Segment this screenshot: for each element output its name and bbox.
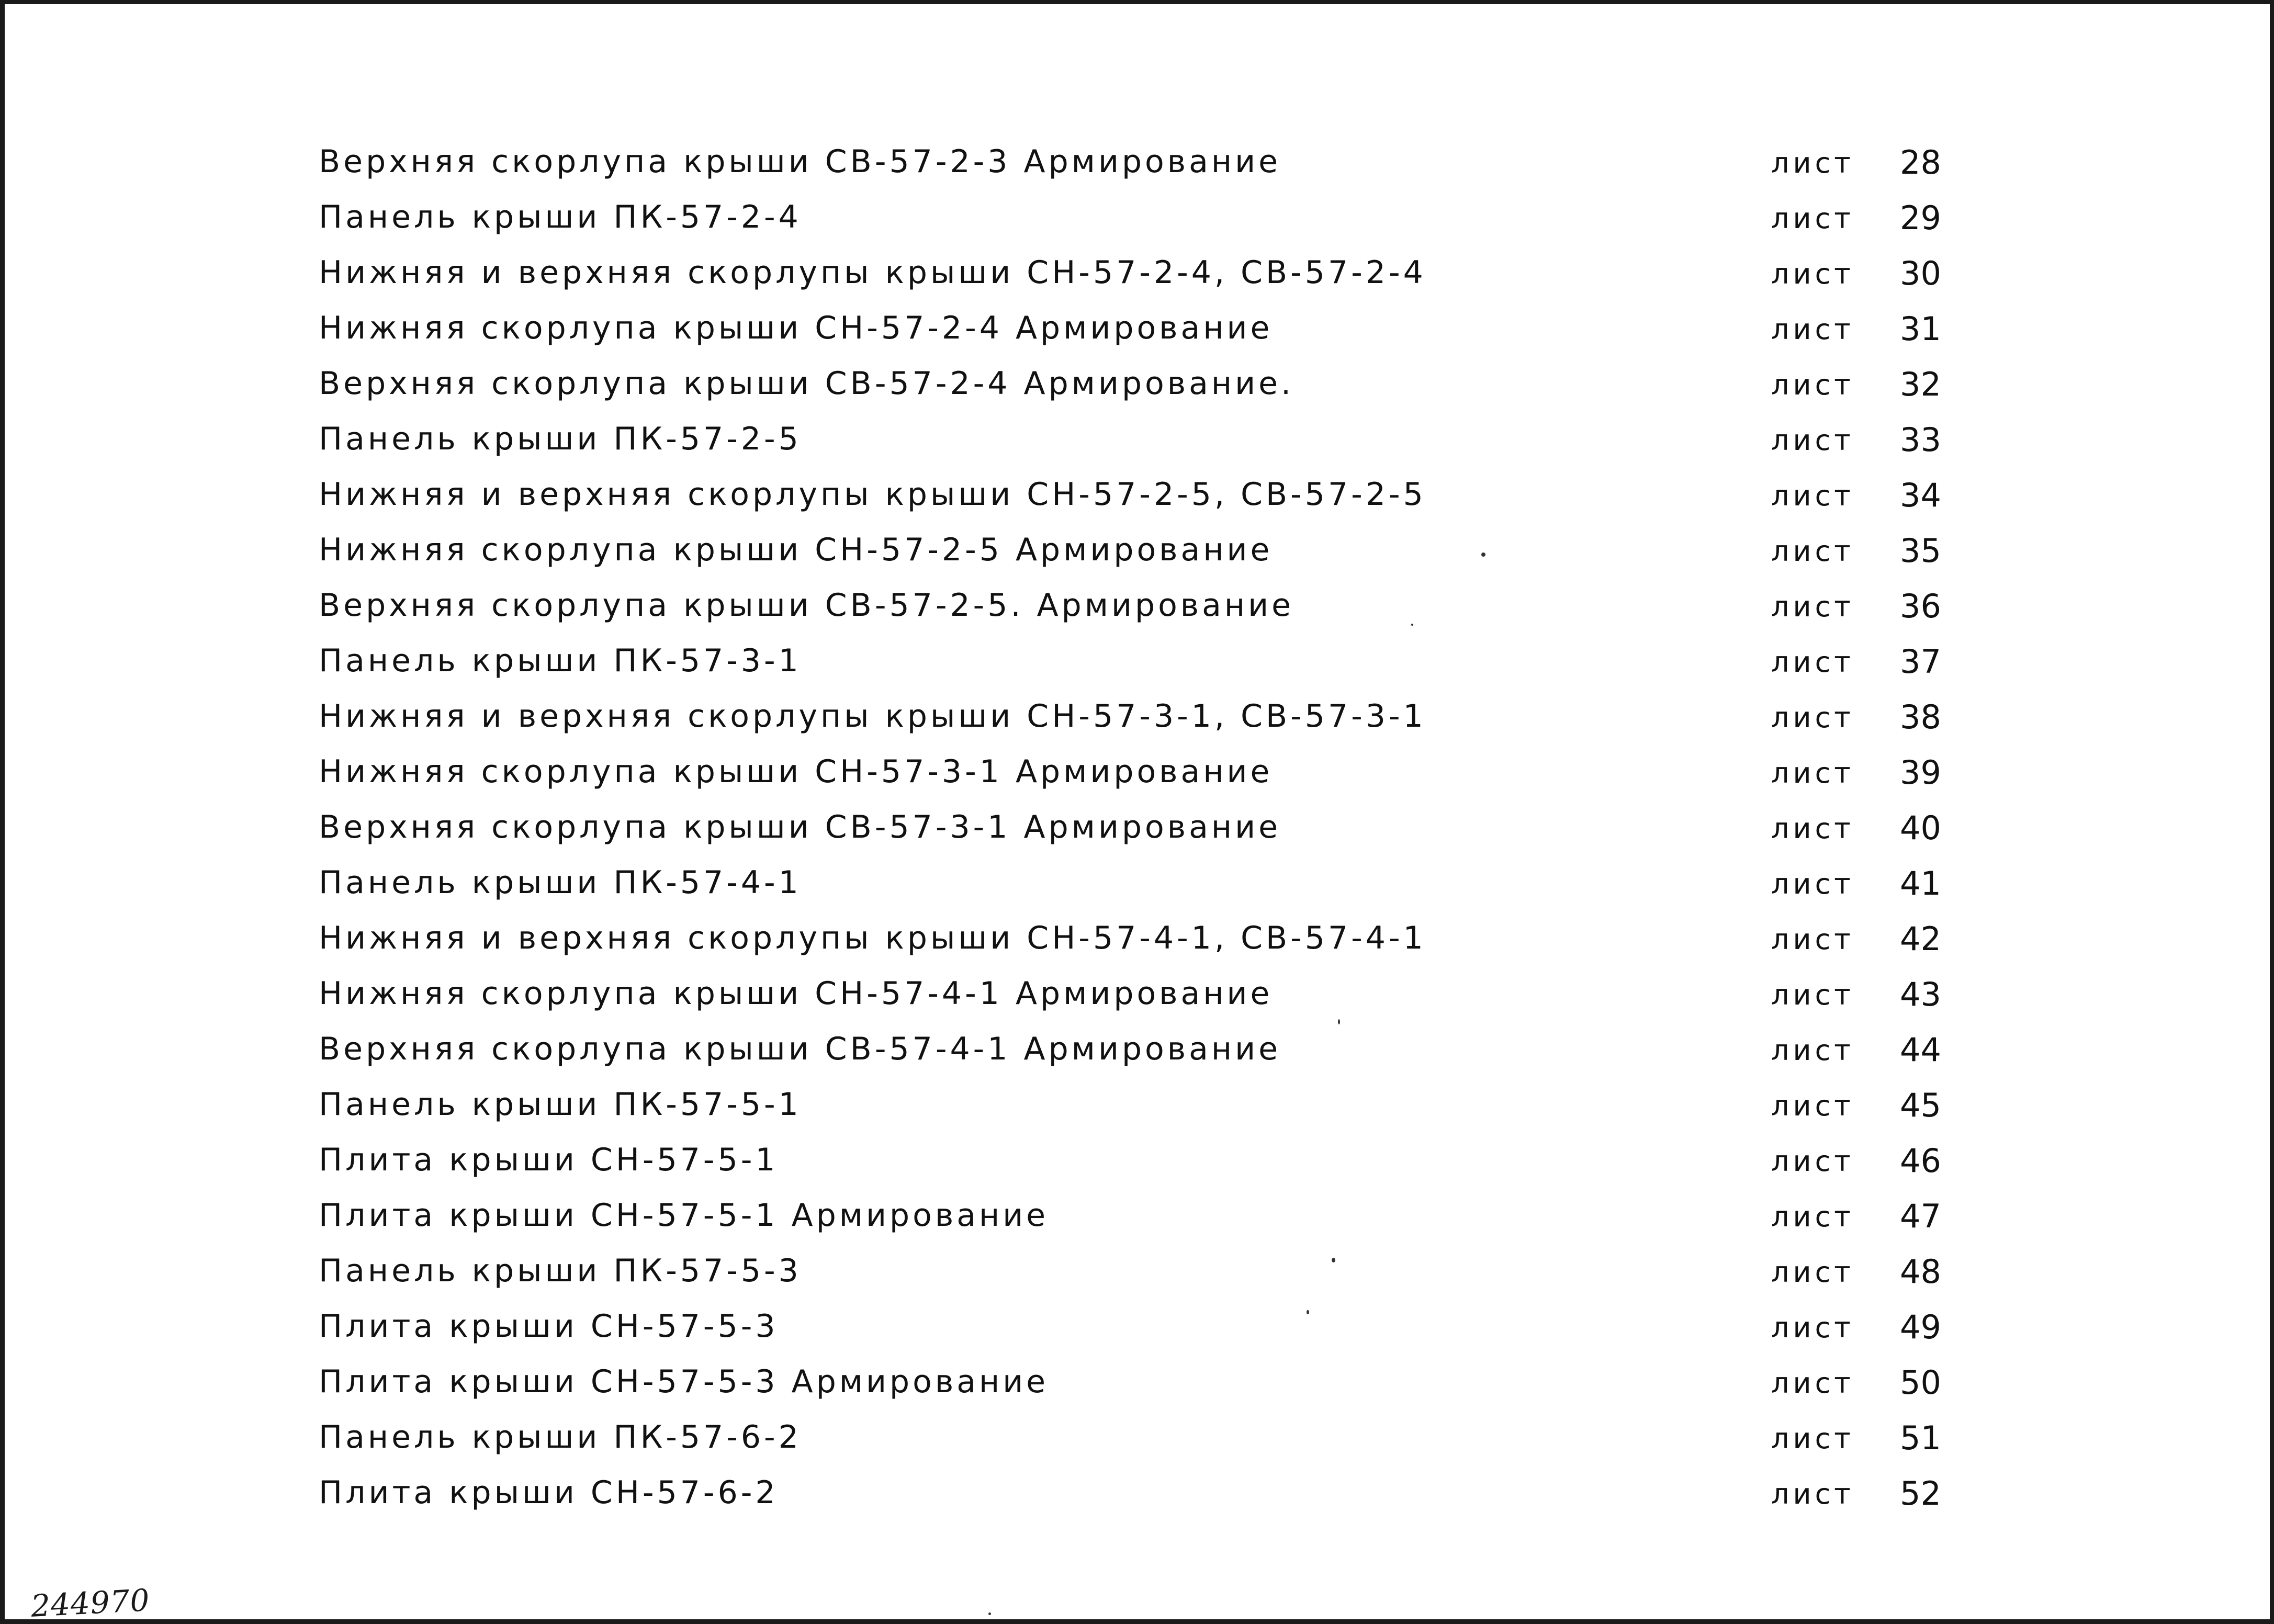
entry-title: Нижняя скорлупа крыши СН-57-2-5 Армирование	[319, 532, 1273, 568]
entry-title: Нижняя скорлупа крыши СН-57-3-1 Армирование	[319, 753, 1273, 790]
sheet-number: 36	[1900, 587, 1941, 625]
contents-list	[319, 136, 1972, 1522]
sheet-label: лист	[1771, 257, 1854, 290]
list-item	[319, 1245, 1972, 1301]
list-item	[319, 1301, 1972, 1356]
list-item	[319, 1190, 1972, 1245]
entry-title: Нижняя скорлупа крыши СН-57-4-1 Армирование	[319, 975, 1273, 1012]
list-item	[319, 691, 1972, 746]
list-item	[319, 802, 1972, 857]
sheet-label: лист	[1771, 867, 1854, 900]
sheet-label: лист	[1771, 535, 1854, 568]
sheet-label: лист	[1771, 1422, 1854, 1455]
entry-title: Нижняя и верхняя скорлупы крыши СН-57-2-5, СВ-57-2-5	[319, 476, 1426, 513]
sheet-number: 44	[1900, 1031, 1941, 1069]
list-item	[319, 1023, 1972, 1079]
list-item	[319, 746, 1972, 802]
sheet-number: 32	[1900, 365, 1941, 403]
sheet-number: 35	[1900, 532, 1941, 570]
entry-title: Плита крыши СН-57-5-3 Армирование	[319, 1363, 1049, 1400]
sheet-label: лист	[1771, 701, 1854, 734]
list-item	[319, 302, 1972, 358]
entry-title: Верхняя скорлупа крыши СВ-57-2-3 Армирование	[319, 143, 1281, 180]
sheet-label: лист	[1771, 923, 1854, 956]
sheet-label: лист	[1771, 424, 1854, 457]
archive-number: 244970	[30, 1582, 151, 1624]
entry-title: Нижняя скорлупа крыши СН-57-2-4 Армирование	[319, 310, 1273, 346]
sheet-number: 46	[1900, 1142, 1941, 1180]
sheet-label: лист	[1771, 757, 1854, 790]
sheet-label: лист	[1771, 812, 1854, 845]
sheet-number: 49	[1900, 1308, 1941, 1346]
sheet-number: 51	[1900, 1419, 1941, 1457]
sheet-number: 48	[1900, 1253, 1941, 1291]
list-item	[319, 635, 1972, 691]
sheet-number: 38	[1900, 698, 1941, 736]
entry-title: Нижняя и верхняя скорлупы крыши СН-57-3-1, СВ-57-3-1	[319, 698, 1426, 735]
sheet-label: лист	[1771, 1034, 1854, 1067]
list-item	[319, 413, 1972, 469]
sheet-label: лист	[1771, 146, 1854, 179]
sheet-number: 40	[1900, 809, 1941, 847]
sheet-number: 41	[1900, 864, 1941, 903]
scan-speck	[1332, 1258, 1335, 1262]
entry-title: Верхняя скорлупа крыши СВ-57-2-4 Армирование.	[319, 365, 1294, 402]
entry-title: Плита крыши СН-57-5-3	[319, 1308, 779, 1345]
sheet-label: лист	[1771, 646, 1854, 679]
entry-title: Плита крыши СН-57-5-1	[319, 1142, 779, 1178]
sheet-label: лист	[1771, 978, 1854, 1011]
sheet-label: лист	[1771, 479, 1854, 512]
entry-title: Панель крыши ПК-57-2-4	[319, 199, 802, 235]
entry-title: Нижняя и верхняя скорлупы крыши СН-57-2-4, СВ-57-2-4	[319, 254, 1426, 291]
entry-title: Панель крыши ПК-57-3-1	[319, 642, 802, 679]
scan-speck	[1307, 1310, 1309, 1314]
entry-title: Панель крыши ПК-57-6-2	[319, 1419, 802, 1456]
list-item	[319, 247, 1972, 302]
list-item	[319, 136, 1972, 191]
sheet-number: 45	[1900, 1086, 1941, 1124]
sheet-number: 28	[1900, 143, 1941, 182]
scan-speck	[1338, 1019, 1340, 1024]
sheet-number: 29	[1900, 199, 1941, 237]
list-item	[319, 191, 1972, 247]
list-item	[319, 1079, 1972, 1134]
entry-title: Верхняя скорлупа крыши СВ-57-2-5. Армирование	[319, 587, 1294, 624]
sheet-number: 30	[1900, 254, 1941, 292]
sheet-number: 52	[1900, 1474, 1941, 1513]
list-item	[319, 1134, 1972, 1190]
entry-title: Верхняя скорлупа крыши СВ-57-4-1 Армирование	[319, 1031, 1281, 1067]
list-item	[319, 1467, 1972, 1522]
list-item	[319, 968, 1972, 1023]
sheet-label: лист	[1771, 1478, 1854, 1510]
scan-speck	[1411, 624, 1413, 626]
list-item	[319, 1356, 1972, 1412]
list-item	[319, 469, 1972, 524]
entry-title: Панель крыши ПК-57-2-5	[319, 421, 802, 457]
sheet-label: лист	[1771, 1367, 1854, 1400]
scan-speck	[988, 1612, 991, 1615]
sheet-number: 43	[1900, 975, 1941, 1013]
sheet-number: 47	[1900, 1197, 1941, 1235]
list-item	[319, 358, 1972, 413]
sheet-label: лист	[1771, 590, 1854, 623]
sheet-label: лист	[1771, 1311, 1854, 1344]
list-item	[319, 912, 1972, 968]
sheet-number: 31	[1900, 310, 1941, 348]
sheet-label: лист	[1771, 313, 1854, 346]
sheet-label: лист	[1771, 1200, 1854, 1233]
sheet-label: лист	[1771, 1089, 1854, 1122]
sheet-label: лист	[1771, 202, 1854, 235]
entry-title: Панель крыши ПК-57-4-1	[319, 864, 802, 901]
sheet-number: 34	[1900, 476, 1941, 514]
list-item	[319, 524, 1972, 580]
list-item	[319, 580, 1972, 635]
sheet-number: 42	[1900, 920, 1941, 958]
entry-title: Панель крыши ПК-57-5-1	[319, 1086, 802, 1123]
sheet-number: 50	[1900, 1363, 1941, 1402]
sheet-number: 37	[1900, 642, 1941, 681]
entry-title: Нижняя и верхняя скорлупы крыши СН-57-4-1, СВ-57-4-1	[319, 920, 1426, 956]
entry-title: Верхняя скорлупа крыши СВ-57-3-1 Армирование	[319, 809, 1281, 845]
entry-title: Плита крыши СН-57-5-1 Армирование	[319, 1197, 1049, 1234]
sheet-label: лист	[1771, 1145, 1854, 1178]
scan-speck	[1481, 552, 1485, 557]
sheet-label: лист	[1771, 368, 1854, 401]
list-item	[319, 1412, 1972, 1467]
entry-title: Плита крыши СН-57-6-2	[319, 1474, 779, 1511]
sheet-number: 39	[1900, 753, 1941, 792]
sheet-number: 33	[1900, 421, 1941, 459]
sheet-label: лист	[1771, 1256, 1854, 1289]
list-item	[319, 857, 1972, 912]
entry-title: Панель крыши ПК-57-5-3	[319, 1253, 802, 1289]
